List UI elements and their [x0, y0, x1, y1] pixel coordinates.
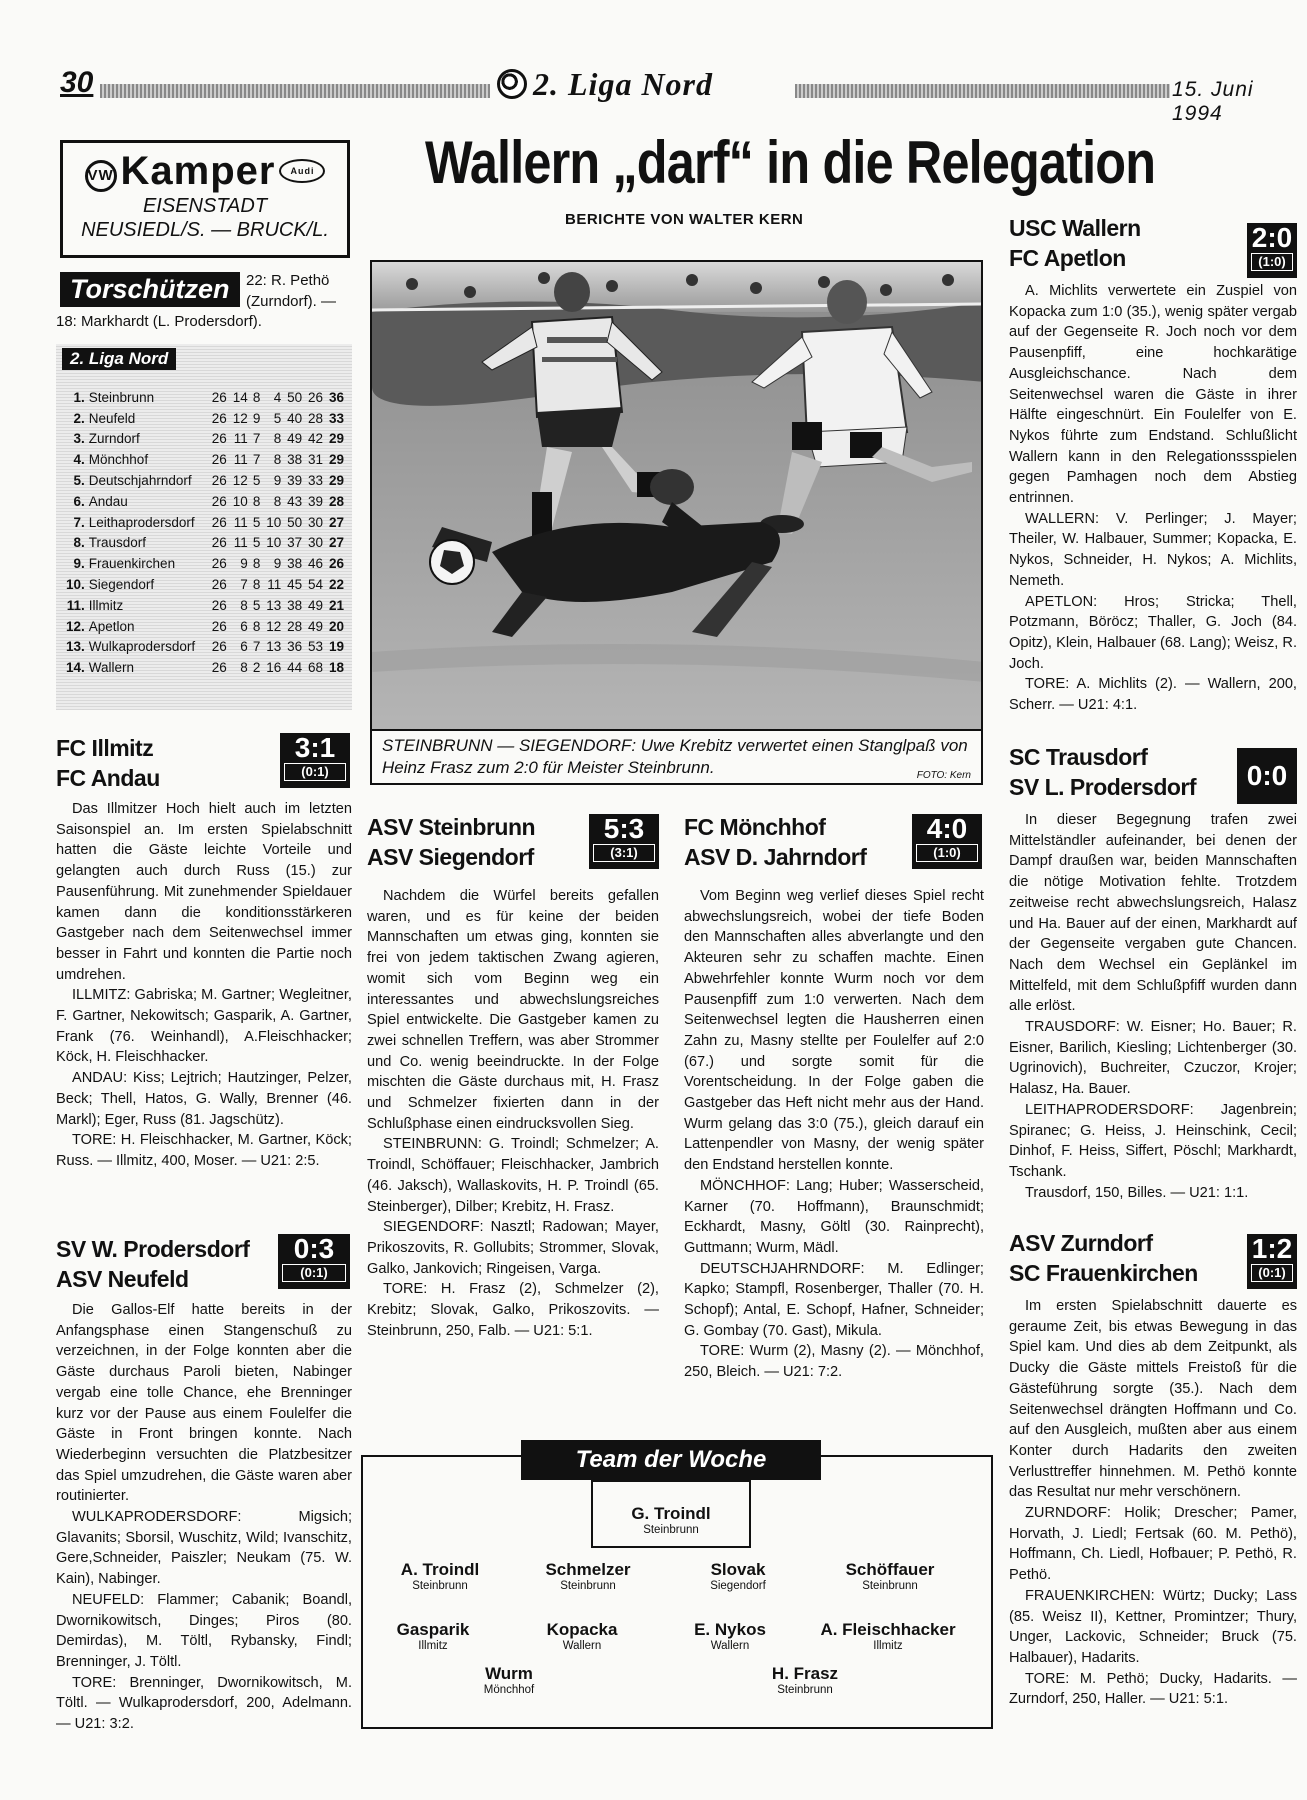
table-cell-pos: 4. — [73, 452, 85, 468]
table-cell-d: 2 — [252, 660, 261, 676]
table-cell-team: Wulkaprodersdorf — [88, 639, 196, 655]
table-cell-g: 26 — [211, 577, 227, 593]
table-cell-team: Leithaprodersdorf — [88, 514, 195, 530]
table-cell-pts: 33 — [328, 410, 344, 426]
match-steinbrunn — [367, 812, 659, 1341]
table-cell-gf: 45 — [287, 577, 303, 593]
league-table-title: 2. Liga Nord — [62, 348, 176, 370]
score-final: 5:3 — [603, 813, 645, 844]
table-cell-g: 26 — [211, 473, 227, 489]
score-half: (0:1) — [284, 763, 346, 781]
match-score — [912, 814, 982, 869]
table-cell-w: 8 — [240, 597, 248, 613]
match-score — [1247, 223, 1297, 278]
page-number: 30 — [60, 66, 94, 99]
report-text: Im ersten Spielabschnitt dauerte es geraume Zeit, bis etwas Bewegung in das Spiel kam. Und dies ab dem Zeitpunkt, als Ducky die Gäste mittels Freistoß für die Gästeführung sorgte (35.). Nach dem Seitenwechsel drängten Hoffmann und Co. auf den Ausgleich, mußten aber aus einem Konter durch Hadarits den zweiten Verlusttreffer hinnehmen. M. Pethö konnte das Resultat nur mehr verschönern. — [1009, 1298, 1297, 1501]
table-cell-l: 10 — [266, 535, 282, 551]
table-cell-g: 26 — [211, 410, 227, 426]
table-cell-ga: 28 — [308, 410, 324, 426]
table-cell-pos: 2. — [73, 410, 85, 426]
table-cell-w: 9 — [240, 556, 248, 572]
table-cell-w: 8 — [240, 660, 248, 676]
match-zurndorf — [1009, 1228, 1297, 1710]
match-away-team: ASV Neufeld — [56, 1266, 189, 1292]
match-home-team: USC Wallern — [1009, 215, 1141, 241]
table-cell-pos: 6. — [73, 493, 85, 509]
table-cell-g: 26 — [211, 556, 227, 572]
table-cell-d: 8 — [252, 618, 261, 634]
player-name: G. Troindl — [631, 1504, 711, 1523]
photo-credit: FOTO: Kern — [916, 770, 971, 781]
table-cell-pts: 18 — [328, 660, 344, 676]
table-cell-pts: 20 — [328, 618, 344, 634]
lineup-home: ZURNDORF: Holik; Drescher; Pamer, Horvath, J. Liedl; Fertsak (60. M. Pethö), Hoffmann, Ch. Liedl, Hofbauer; P. Pethö, R. Pethö. — [1009, 1505, 1297, 1584]
team-of-week-player — [502, 1620, 662, 1652]
table-cell-pos: 13. — [66, 639, 85, 655]
ad-brand-name: Kamper — [120, 149, 276, 193]
table-row — [64, 387, 346, 408]
table-cell-ga: 49 — [308, 597, 324, 613]
table-cell-g: 26 — [211, 514, 227, 530]
table-cell-team: Apetlon — [88, 618, 135, 634]
table-cell-ga: 53 — [308, 639, 324, 655]
player-club: Wallern — [562, 1640, 602, 1652]
table-cell-pos: 8. — [73, 535, 85, 551]
goals-line: TORE: H. Frasz (2), Schmelzer (2), Krebitz; Slovak, Galko, Prikoszovits. — Steinbrunn, 250, Falb. — U21: 5:1. — [367, 1281, 659, 1339]
section-label: 2. Liga Nord — [533, 66, 713, 102]
player-name: Schöffauer — [845, 1560, 935, 1579]
match-report — [1009, 281, 1297, 716]
table-cell-w: 11 — [233, 452, 248, 468]
lineup-home: ILLMITZ: Gabriska; M. Gartner; Wegleitner, F. Gartner, Nekowitsch; Gasparik, A. Gartner, Frank (76. Weinhandl), A.Fleischhacker; Köck, H. Fleischhacker. — [56, 987, 352, 1066]
player-club: Illmitz — [418, 1640, 448, 1652]
football-action-photo — [372, 262, 983, 731]
table-row — [64, 637, 346, 658]
goals-line: TORE: M. Pethö; Ducky, Hadarits. — Zurndorf, 250, Haller. — U21: 5:1. — [1009, 1670, 1297, 1708]
photo-caption — [370, 731, 983, 785]
scorers-text-1: 22: R. Pethö (Zurndorf). — — [246, 272, 337, 310]
table-row — [64, 429, 346, 450]
table-row — [64, 470, 346, 491]
match-photo — [370, 260, 983, 731]
team-of-week-player — [810, 1560, 970, 1592]
table-cell-l: 12 — [266, 618, 282, 634]
table-cell-pos: 12. — [66, 618, 85, 634]
match-report — [1009, 1296, 1297, 1710]
player-name: Slovak — [710, 1560, 766, 1579]
table-cell-g: 26 — [211, 618, 227, 634]
match-report — [56, 799, 352, 1172]
table-cell-pts: 26 — [328, 556, 344, 572]
table-cell-gf: 50 — [287, 389, 303, 405]
match-wprodersdorf — [56, 1234, 352, 1735]
score-half: (1:0) — [916, 844, 978, 862]
table-cell-team: Deutschjahrndorf — [88, 473, 192, 489]
table-cell-ga: 49 — [308, 618, 324, 634]
table-cell-pts: 27 — [328, 535, 344, 551]
byline: BERICHTE VON WALTER KERN — [565, 211, 804, 228]
table-cell-gf: 39 — [287, 473, 303, 489]
table-cell-team: Zurndorf — [88, 431, 140, 447]
team-of-week-title: Team der Woche — [521, 1440, 821, 1480]
match-report — [1009, 810, 1297, 1203]
table-cell-pos: 5. — [73, 473, 85, 489]
player-club: Illmitz — [873, 1640, 903, 1652]
table-cell-w: 11 — [233, 431, 248, 447]
team-of-week-player — [658, 1560, 818, 1592]
player-name: A. Fleischhacker — [820, 1620, 956, 1639]
team-of-week-player — [360, 1560, 520, 1592]
match-illmitz — [56, 733, 352, 1172]
table-cell-gf: 37 — [287, 535, 303, 551]
table-cell-w: 12 — [232, 473, 248, 489]
table-cell-l: 5 — [273, 410, 282, 426]
table-cell-d: 5 — [252, 514, 261, 530]
table-row — [64, 408, 346, 429]
table-cell-gf: 44 — [287, 660, 303, 676]
table-cell-team: Wallern — [88, 660, 135, 676]
table-cell-g: 26 — [211, 535, 227, 551]
match-wallern — [1009, 213, 1297, 716]
table-cell-ga: 30 — [308, 514, 324, 530]
table-cell-ga: 26 — [308, 389, 324, 405]
header-rule-left — [100, 84, 490, 98]
table-cell-d: 7 — [252, 452, 261, 468]
kamper-ad — [60, 140, 350, 258]
table-cell-team: Siegendorf — [88, 577, 155, 593]
score-final: 4:0 — [926, 813, 968, 844]
goals-line: TORE: H. Fleischhacker, M. Gartner, Köck; Russ. — Illmitz, 400, Moser. — U21: 2:5. — [56, 1132, 352, 1169]
player-name: A. Troindl — [400, 1560, 480, 1579]
goals-line: TORE: Brenninger, Dwornikowitsch, M. Töltl. — Wulkaprodersdorf, 200, Adelmann. — U21: 3:2. — [56, 1674, 352, 1733]
vw-logo-icon: VW — [85, 160, 117, 192]
header-rule-right — [795, 84, 1170, 98]
player-name: Gasparik — [396, 1620, 470, 1639]
table-cell-team: Illmitz — [88, 597, 124, 613]
match-moenchhof — [684, 812, 984, 1383]
ad-brand — [63, 149, 347, 194]
table-cell-d: 5 — [252, 597, 261, 613]
section-title — [497, 66, 713, 103]
table-cell-g: 26 — [211, 431, 227, 447]
table-cell-team: Andau — [88, 493, 128, 509]
player-name: Schmelzer — [545, 1560, 631, 1579]
table-cell-g: 26 — [211, 597, 227, 613]
table-cell-pos: 1. — [73, 389, 85, 405]
match-trausdorf — [1009, 742, 1297, 1203]
player-club: Steinbrunn — [643, 1524, 699, 1536]
table-cell-l: 13 — [266, 597, 282, 613]
team-of-week-player — [650, 1620, 810, 1652]
table-cell-gf: 38 — [287, 597, 303, 613]
table-cell-d: 8 — [252, 389, 261, 405]
table-cell-team: Trausdorf — [88, 535, 147, 551]
match-score — [1237, 748, 1297, 804]
table-cell-pos: 3. — [73, 431, 85, 447]
report-text: Vom Beginn weg verlief dieses Spiel recht abwechslungsreich, wobei der tiefe Boden den Mannschaften alles abverlangte und den Akteuren sehr zu schaffen machte. Einen Abwehrfehler konnte Wurm noch vor dem Pausenpfiff zum 1:0 verwerten. Nach dem Seitenwechsel legten die Hausherren einen Zahn zu, Masny stellte per Foulelfer auf 2:0 (67.) und sorgte somit für die Vorentscheidung. In der Folge gaben die Gastgeber das Heft nicht mehr aus der Hand. Wurm gelang das 3:0 (75.), gleich darauf ein Lattenpendler von Masny, der wenig später den Endstand herstellen konnte. — [684, 888, 984, 1174]
football-icon — [497, 69, 527, 99]
match-score — [589, 814, 659, 869]
table-row — [64, 491, 346, 512]
score-final: 3:1 — [294, 732, 336, 763]
player-club: Mönchhof — [483, 1684, 535, 1696]
table-cell-pos: 14. — [66, 660, 85, 676]
player-club: Steinbrunn — [412, 1580, 468, 1592]
table-cell-ga: 31 — [308, 452, 324, 468]
table-cell-gf: 43 — [287, 493, 303, 509]
table-cell-d: 7 — [252, 639, 261, 655]
table-cell-ga: 39 — [308, 493, 324, 509]
match-report — [684, 886, 984, 1383]
table-cell-pos: 7. — [73, 514, 85, 530]
match-away-team: SC Frauenkirchen — [1009, 1260, 1198, 1286]
table-cell-w: 6 — [240, 639, 248, 655]
match-home-team: SV W. Prodersdorf — [56, 1236, 250, 1262]
lineup-away: FRAUENKIRCHEN: Würtz; Ducky; Lass (85. Weisz II), Kettner, Promintzer; Thury, Unger, Lackovic, Schneider; Bruck (75. Halbauer), Hadarits. — [1009, 1587, 1297, 1666]
table-cell-g: 26 — [211, 660, 227, 676]
match-home-team: SC Trausdorf — [1009, 744, 1148, 770]
score-half: (3:1) — [593, 844, 655, 862]
goals-line: TORE: A. Michlits (2). — Wallern, 200, Scherr. — U21: 4:1. — [1009, 676, 1297, 714]
table-cell-d: 8 — [252, 493, 261, 509]
report-text: Die Gallos-Elf hatte bereits in der Anfangsphase einen Stangenschuß zu verzeichnen, in der Folge konnten aber die Gäste durchaus Paroli bieten, Nabinger vergab eine tolle Chance, ehe Brenninger kurz vor der Pause aus einem Foulelfer die Gäste in Front bringen konnte. Nach Wiederbeginn versuchten die Platzbesitzer das Spiel umzudrehen, die Gäste waren aber routinierter. — [56, 1302, 352, 1505]
table-cell-ga: 33 — [308, 473, 324, 489]
report-text: Das Illmitzer Hoch hielt auch im letzten Saisonspiel an. Im ersten Spielabschnitt hatten die Gäste leichte Vorteile und gelangten auch durch Russ (15.) zur Pausenführung. Mit zunehmender Spieldauer kamen dann die konditionsstärkeren Gastgeber nach dem Seitenwechsel immer besser in Fahrt und konnten die Partie noch umdrehen. — [56, 801, 352, 983]
player-club: Steinbrunn — [777, 1684, 833, 1696]
table-cell-gf: 28 — [287, 618, 303, 634]
table-cell-l: 8 — [273, 493, 282, 509]
scorers-title: Torschützen — [60, 272, 240, 307]
table-cell-l: 9 — [273, 473, 282, 489]
match-report — [56, 1300, 352, 1735]
table-cell-pts: 19 — [328, 639, 344, 655]
table-cell-gf: 40 — [287, 410, 303, 426]
lineup-away: ANDAU: Kiss; Lejtrich; Hautzinger, Pelzer, Beck; Thell, Hatos, G. Wally, Brenner (46. Markl); Eger, Russ (81. Jagschütz). — [56, 1070, 352, 1128]
table-cell-team: Mönchhof — [88, 452, 149, 468]
lineup-home: MÖNCHHOF: Lang; Huber; Wasserscheid, Karner (70. Hoffmann), Braunschmidt; Eckhardt, Masny, Göltl (30. Rainprecht), Guttmann; Wurm, Mädl. — [684, 1177, 984, 1256]
team-of-week-player — [725, 1664, 885, 1696]
table-cell-pts: 29 — [328, 473, 344, 489]
ad-line-1: EISENSTADT — [142, 195, 268, 217]
ad-line-2: NEUSIEDL/S. — BRUCK/L. — [81, 219, 329, 241]
team-of-week-player — [353, 1620, 513, 1652]
report-text: A. Michlits verwertete ein Zuspiel von Kopacka zum 1:0 (35.), wenig später vergab auf der Gegenseite R. Joch noch vor dem Pausenpfiff, eine hochkarätige Ausgleichschance. Nach dem Seitenwechsel waren die Gäste in ihrer Hälfte eingeschnürt. Ein Foulelfer von E. Nykos führte zum Endstand. Schlußlicht Wallern kann in den Relegationssspielen gegen Pamhagen noch dem Abstieg entrinnen. — [1009, 283, 1297, 507]
table-cell-l: 13 — [266, 639, 282, 655]
scorers-text-2: 18: Markhardt (L. Prodersdorf). — [56, 313, 262, 330]
table-row — [64, 657, 346, 678]
table-cell-gf: 38 — [287, 452, 303, 468]
table-cell-w: 10 — [232, 493, 248, 509]
team-of-week-player — [591, 1504, 751, 1536]
lineup-away: NEUFELD: Flammer; Cabanik; Boandl, Dwornikowitsch, Dinges; Piros (80. Demirdas), M. Töltl, Rybansky, Findl; Brenninger, J. Töltl. — [56, 1591, 352, 1670]
team-of-week-player — [429, 1664, 589, 1696]
player-club: Steinbrunn — [560, 1580, 616, 1592]
match-score — [1247, 1234, 1297, 1289]
audi-logo-icon: Audi — [279, 159, 325, 183]
table-cell-ga: 68 — [308, 660, 324, 676]
player-name: Wurm — [485, 1664, 533, 1683]
caption-text: STEINBRUNN — SIEGENDORF: Uwe Krebitz verwertet einen Stanglpaß von Heinz Frasz zum 2:0 für Meister Steinbrunn. — [382, 736, 968, 777]
table-cell-d: 5 — [252, 535, 261, 551]
player-name: H. Frasz — [771, 1664, 839, 1683]
table-cell-d: 9 — [252, 410, 261, 426]
match-away-team: ASV D. Jahrndorf — [684, 844, 867, 870]
score-half: (0:1) — [282, 1264, 346, 1282]
league-table — [64, 387, 346, 678]
table-cell-gf: 50 — [287, 514, 303, 530]
table-cell-l: 16 — [266, 660, 282, 676]
team-of-week-player — [508, 1560, 668, 1592]
match-away-team: ASV Siegendorf — [367, 844, 534, 870]
report-text: Nachdem die Würfel bereits gefallen waren, und es für keine der beiden Mannschaften um etwas ging, konnten sie frei von jedem taktischen Zwang agieren, womit sich vom Beginn weg ein interessantes und abwechslungsreiches Spiel entwickelte. Die Gastgeber kamen zu zwei schnellen Treffern, was aber Strommer und Co. wenig beeindruckte. In der Folge mischten die Gäste durchaus mit, H. Frasz und Schmelzer fixierten dann in der Schlußphase einen eindrucksvollen Sieg. — [367, 888, 659, 1132]
lineup-away: SIEGENDORF: Nasztl; Radowan; Mayer, Prikoszovits, R. Gollubits; Strommer, Slovak, Galko, Jankovich; Ringeisen, Varga. — [367, 1219, 659, 1277]
table-cell-gf: 36 — [287, 639, 303, 655]
match-home-team: ASV Steinbrunn — [367, 814, 536, 840]
table-cell-team: Steinbrunn — [88, 389, 155, 405]
lineup-away: APETLON: Hros; Stricka; Thell, Potzmann, Böröcz; Thaller, G. Joch (84. Opitz), Klein, Halbauer (68. Lang); Weisz, R. Joch. — [1009, 593, 1297, 672]
table-row — [64, 616, 346, 637]
table-cell-l: 8 — [273, 431, 282, 447]
table-cell-l: 4 — [273, 389, 282, 405]
lineup-home: TRAUSDORF: W. Eisner; Ho. Bauer; R. Eisner, Barilich, Kiesling; Lichtenberger (30. Ugrinovich), Buchreiter, Czuczor, Krojer; Halasz, Ha. Bauer. — [1009, 1019, 1297, 1098]
table-cell-w: 11 — [233, 514, 248, 530]
table-cell-pts: 28 — [328, 493, 344, 509]
table-cell-gf: 49 — [287, 431, 303, 447]
table-cell-d: 8 — [252, 556, 261, 572]
table-cell-w: 12 — [232, 410, 248, 426]
table-cell-l: 8 — [273, 452, 282, 468]
match-away-team: FC Apetlon — [1009, 245, 1126, 271]
table-cell-ga: 46 — [308, 556, 324, 572]
match-home-team: FC Mönchhof — [684, 814, 826, 840]
table-cell-w: 14 — [232, 389, 248, 405]
goals-line: Trausdorf, 150, Billes. — U21: 1:1. — [1025, 1184, 1249, 1201]
table-cell-g: 26 — [211, 389, 227, 405]
table-row — [64, 512, 346, 533]
report-text: In dieser Begegnung trafen zwei Mittelständler aufeinander, bei denen der Dampf draußen war, beiden Mannschaften die nötige Motivation fehlte. Trotzdem zeitweise recht abwechslungsreich, Halasz und Ha. Bauer auf der einen, Markhardt auf der Gegenseite vergaben gute Chancen. Nach dem Wechsel ein Geplänkel im Mittelfeld, mit dem Schlußpfiff wurden dann alle erlöst. — [1009, 812, 1297, 1015]
table-cell-team: Frauenkirchen — [88, 556, 176, 572]
match-away-team: SV L. Prodersdorf — [1009, 774, 1197, 800]
score-final: 1:2 — [1251, 1233, 1293, 1264]
table-cell-team: Neufeld — [88, 410, 136, 426]
match-score — [278, 1234, 350, 1289]
table-cell-l: 9 — [273, 556, 282, 572]
table-cell-ga: 54 — [308, 577, 324, 593]
score-final: 0:0 — [1246, 760, 1288, 791]
lineup-away: LEITHAPRODERSDORF: Jagenbrein; Spiranec; G. Heiss, J. Heinschink, Cecil; Dinhof, F. Heiss, Siffert, Pöschl; Markhardt, Tschank. — [1009, 1101, 1297, 1180]
table-row — [64, 533, 346, 554]
table-cell-pts: 29 — [328, 452, 344, 468]
table-cell-pos: 9. — [73, 556, 85, 572]
table-cell-g: 26 — [211, 452, 227, 468]
table-cell-w: 7 — [240, 577, 248, 593]
player-club: Steinbrunn — [862, 1580, 918, 1592]
lineup-away: DEUTSCHJAHRNDORF: M. Edlinger; Kapko; Stampfl, Rosenberger, Thaller (70. H. Schopf); Antal, E. Schopf, Hafner, Schneider; G. Gombay (70. Gast), Mikula. — [684, 1260, 984, 1339]
table-cell-g: 26 — [211, 639, 227, 655]
table-cell-pts: 29 — [328, 431, 344, 447]
table-cell-w: 11 — [233, 535, 248, 551]
score-final: 2:0 — [1251, 222, 1293, 253]
score-half: (0:1) — [1251, 1264, 1293, 1282]
table-cell-pts: 21 — [328, 597, 344, 613]
player-name: Kopacka — [546, 1620, 618, 1639]
main-headline: Wallern „darf“ in die Relegation — [425, 129, 1156, 196]
table-cell-pts: 36 — [328, 389, 344, 405]
lineup-home: STEINBRUNN: G. Troindl; Schmelzer; A. Troindl, Schöffauer; Fleischhacker, Jambrich (46. Jaksch), Wallaskovits, H. P. Troindl (65. Steinberger), Dilber; Krebitz, H. Frasz. — [367, 1136, 659, 1215]
lineup-home: WALLERN: V. Perlinger; J. Mayer; Theiler, W. Halbauer, Summer; Kopacka, E. Nykos, Schneider, H. Nykos; A. Michlits, Nemeth. — [1009, 510, 1297, 589]
table-cell-gf: 38 — [287, 556, 303, 572]
table-cell-d: 8 — [252, 577, 261, 593]
player-club: Wallern — [710, 1640, 750, 1652]
score-half: (1:0) — [1251, 253, 1293, 271]
player-name: E. Nykos — [694, 1620, 766, 1639]
table-row — [64, 553, 346, 574]
match-report — [367, 886, 659, 1341]
table-cell-pts: 22 — [328, 577, 344, 593]
table-cell-ga: 42 — [308, 431, 324, 447]
match-home-team: ASV Zurndorf — [1009, 1230, 1153, 1256]
table-cell-pos: 11. — [66, 597, 85, 613]
team-of-week-player — [808, 1620, 968, 1652]
table-row — [64, 449, 346, 470]
goals-line: TORE: Wurm (2), Masny (2). — Mönchhof, 250, Bleich. — U21: 7:2. — [684, 1343, 984, 1381]
table-row — [64, 574, 346, 595]
table-cell-d: 7 — [252, 431, 261, 447]
table-cell-pts: 27 — [328, 514, 344, 530]
match-score — [280, 733, 350, 788]
table-cell-pos: 10. — [66, 577, 85, 593]
score-final: 0:3 — [293, 1233, 335, 1264]
table-cell-l: 10 — [266, 514, 282, 530]
table-cell-w: 6 — [240, 618, 248, 634]
issue-date: 15. Juni 1994 — [1172, 78, 1254, 125]
match-away-team: FC Andau — [56, 765, 160, 791]
match-home-team: FC Illmitz — [56, 735, 154, 761]
table-row — [64, 595, 346, 616]
table-cell-l: 11 — [267, 577, 282, 593]
player-club: Siegendorf — [710, 1580, 766, 1592]
table-cell-ga: 30 — [308, 535, 324, 551]
table-cell-g: 26 — [211, 493, 227, 509]
lineup-home: WULKAPRODERSDORF: Migsich; Glavanits; Sborsil, Wuschitz, Wild; Ivanschitz, Gere,Schneider, Paiszler; Neukam (75. W. Kain), Nabinger. — [56, 1509, 352, 1588]
table-cell-d: 5 — [252, 473, 261, 489]
